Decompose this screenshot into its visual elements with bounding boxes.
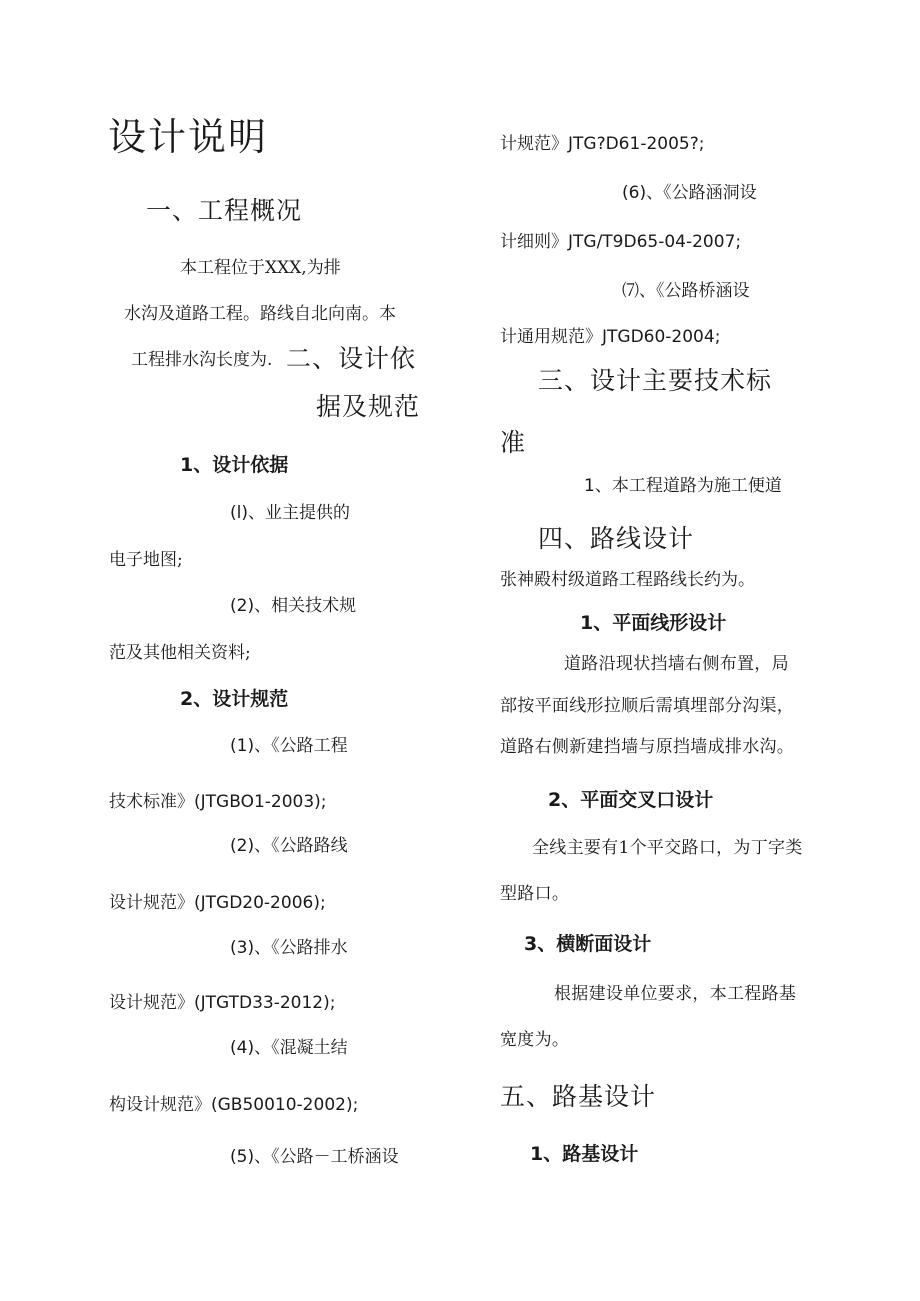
basis-item-2a: (2)、相关技术规 [230, 596, 357, 616]
norm-item-4a: (4)、《混凝土结 [230, 1038, 348, 1058]
overview-line-3: 工程排水沟长度为. [131, 350, 273, 370]
route-design-intro: 张神殿村级道路工程路线长约为。 [500, 570, 755, 590]
section-heading-overview: 一、工程概况 [146, 196, 303, 225]
overview-line-2: 水沟及道路工程。路线自北向南。本 [124, 304, 396, 324]
norm-item-6a: (6)、《公路涵洞设 [622, 183, 757, 203]
cross-section-line-1: 根据建设单位要求，本工程路基 [554, 984, 797, 1004]
basis-item-2b: 范及其他相关资料; [109, 643, 251, 663]
section-heading-tech-standard-a: 三、设计主要技术标 [538, 366, 773, 395]
subheading-subgrade-design: 1、路基设计 [530, 1143, 639, 1165]
subheading-design-basis: 1、设计依据 [180, 454, 289, 476]
plan-alignment-line-2: 部按平面线形拉顺后需填埋部分沟渠， [500, 696, 795, 716]
plan-alignment-line-1: 道路沿现状挡墙右侧布置，局 [564, 654, 789, 674]
norm-item-5a: (5)、《公路－工桥涵设 [230, 1147, 399, 1167]
norm-item-2a: (2)、《公路路线 [230, 836, 348, 856]
tech-standard-item-1: 1、本工程道路为施工便道 [584, 476, 782, 496]
subheading-design-norms: 2、设计规范 [180, 688, 289, 710]
subheading-cross-section: 3、横断面设计 [524, 933, 652, 955]
norm-item-5b: 计规范》JTG?D61-2005?; [500, 134, 705, 154]
section-heading-basis-b: 据及规范 [316, 392, 421, 421]
intersection-line-1: 全线主要有1个平交路口，为丁字类 [532, 838, 803, 858]
plan-alignment-line-3: 道路右侧新建挡墙与原挡墙成排水沟。 [500, 737, 795, 757]
norm-item-2b: 设计规范》(JTGD20-2006); [109, 893, 326, 913]
norm-item-7a: ⑺、《公路桥涵设 [622, 281, 750, 301]
norm-item-1b: 技术标准》(JTGBO1-2003); [109, 792, 327, 812]
subheading-intersection: 2、平面交叉口设计 [548, 789, 714, 811]
section-heading-subgrade: 五、路基设计 [500, 1082, 657, 1111]
norm-item-6b: 计细则》JTG/T9D65-04-2007; [500, 232, 742, 252]
section-heading-route-design: 四、路线设计 [538, 524, 695, 553]
norm-item-1a: (1)、《公路工程 [230, 736, 348, 756]
section-heading-tech-standard-b: 准 [500, 428, 527, 457]
norm-item-7b: 计通用规范》JTGD60-2004; [500, 327, 721, 347]
basis-item-1b: 电子地图; [109, 550, 183, 570]
cross-section-line-2: 宽度为。 [500, 1030, 570, 1050]
norm-item-4b: 构设计规范》(GB50010-2002); [109, 1095, 359, 1115]
overview-line-1: 本工程位于XXX,为排 [180, 258, 341, 278]
basis-item-1a: (l)、业主提供的 [230, 503, 350, 523]
norm-item-3a: (3)、《公路排水 [230, 938, 348, 958]
section-heading-basis-a: 二、设计依 [286, 344, 417, 373]
norm-item-3b: 设计规范》(JTGTD33-2012); [109, 993, 336, 1013]
intersection-line-2: 型路口。 [500, 884, 570, 904]
subheading-plan-alignment: 1、平面线形设计 [580, 612, 727, 634]
document-title: 设计说明 [108, 115, 269, 159]
